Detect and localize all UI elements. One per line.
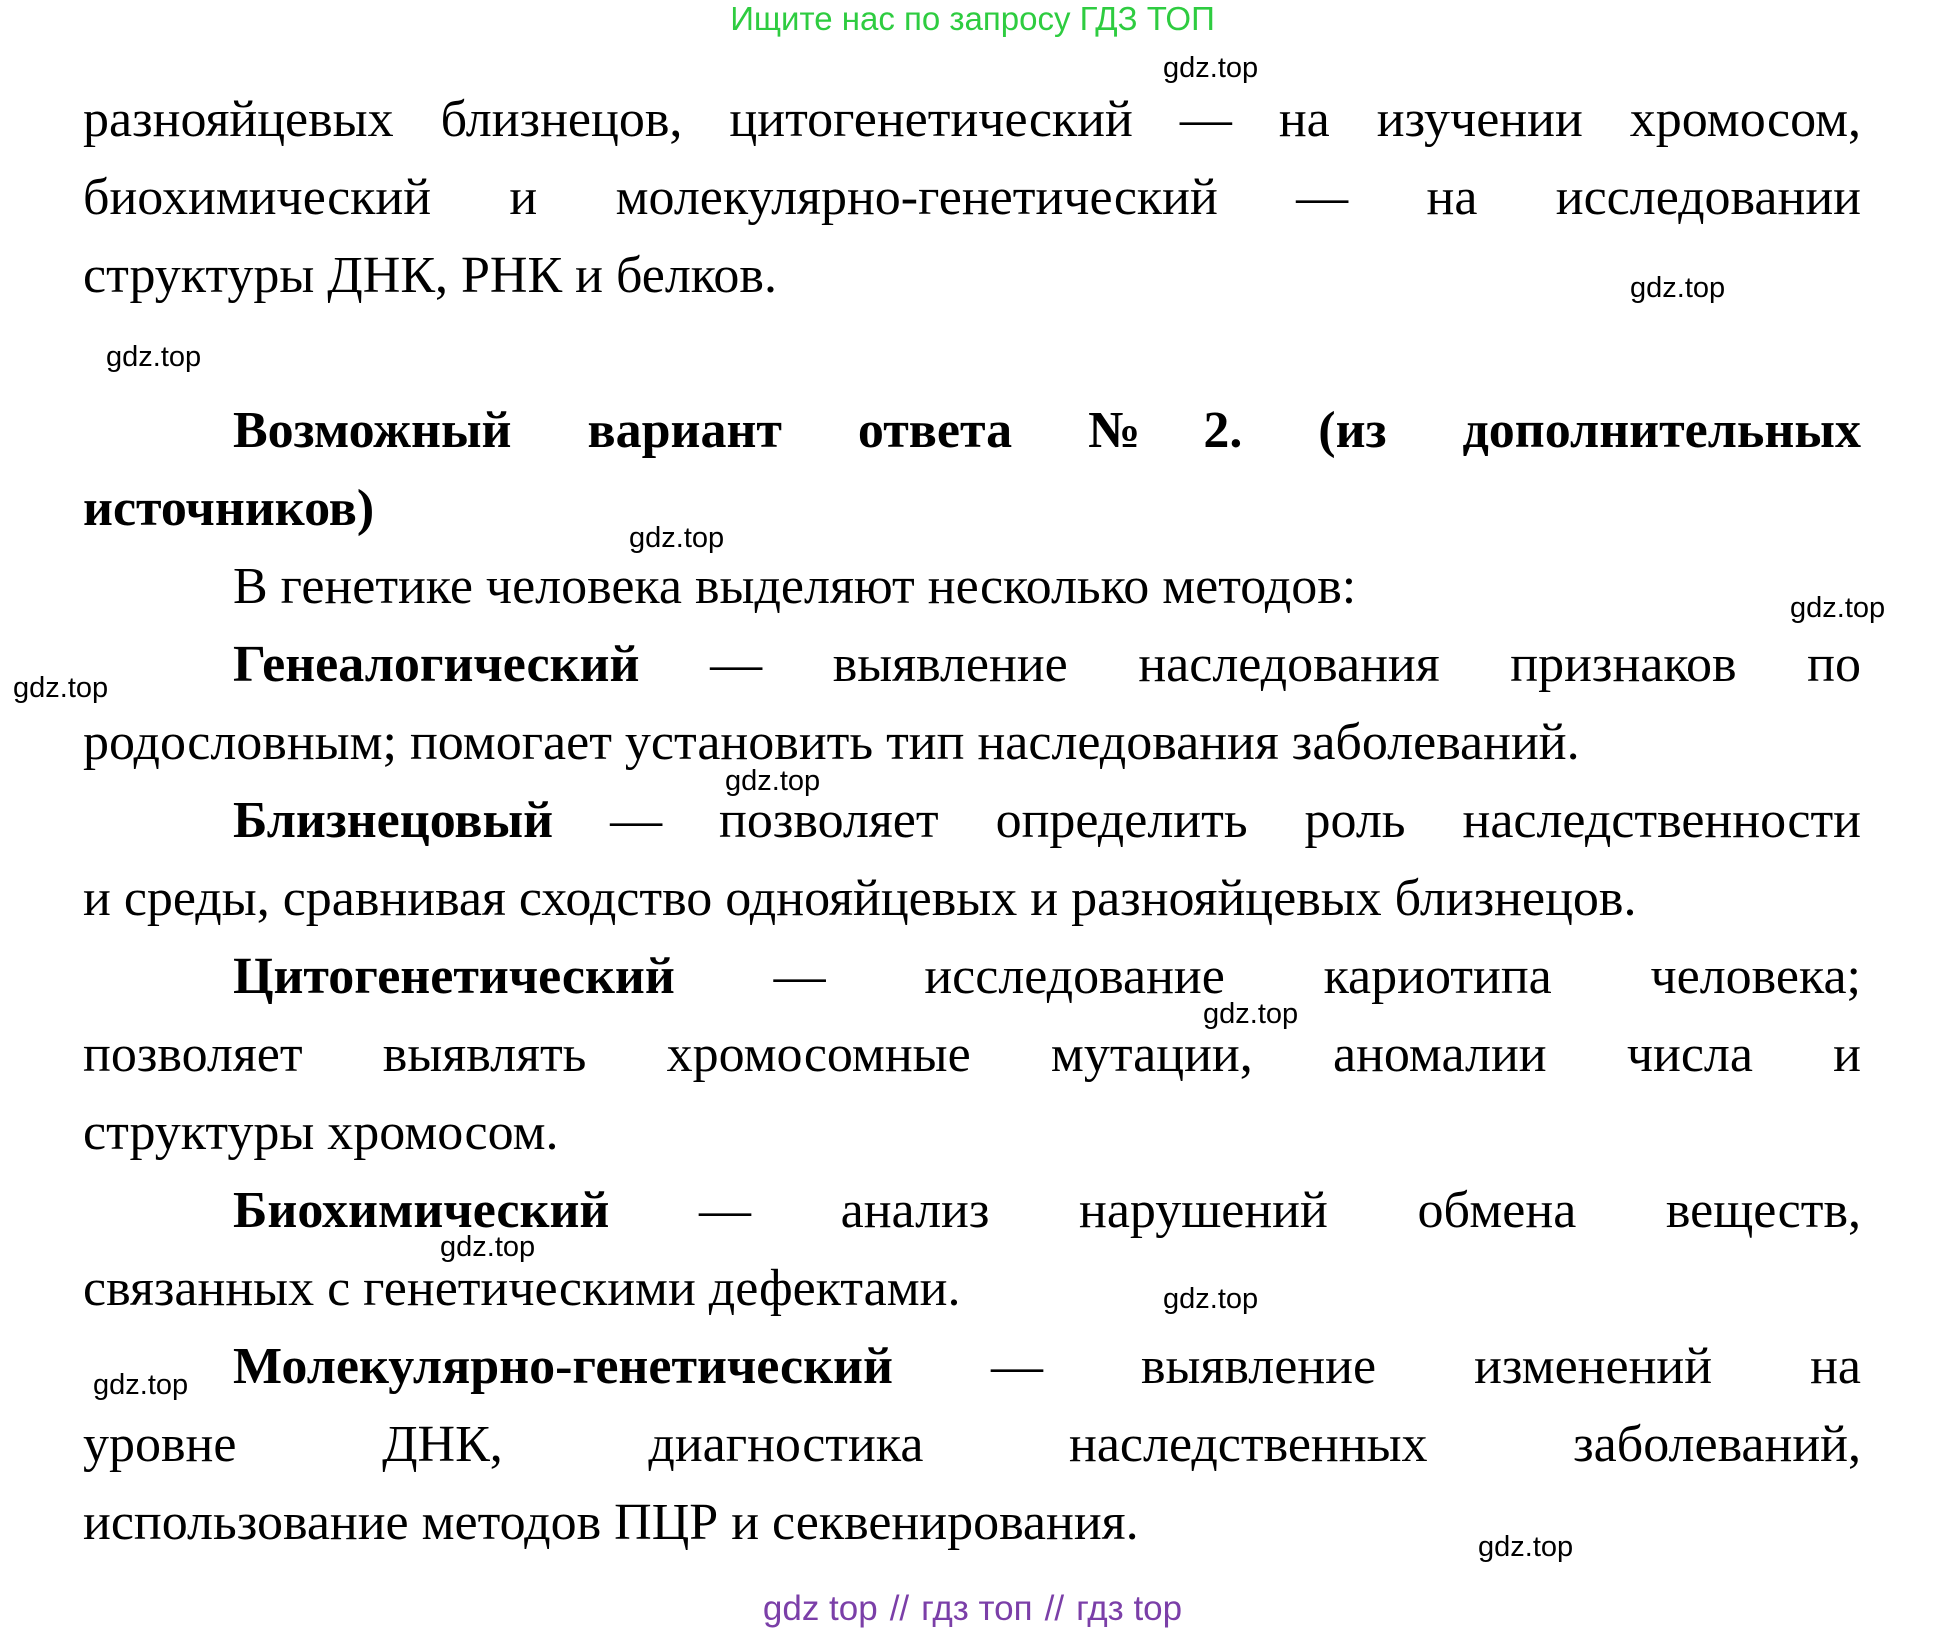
bottom-banner-separator: // — [889, 1589, 910, 1628]
method-term: Близнецовый — [233, 792, 554, 849]
watermark: gdz.top — [1790, 592, 1886, 624]
method-desc: — анализ нарушений обмена веществ, — [699, 1182, 1862, 1239]
method-desc-line: связанных с генетическими дефектами. — [83, 1260, 961, 1317]
watermark: gdz.top — [1630, 272, 1726, 304]
method-desc-line: родословным; помогает установить тип наследования заболеваний. — [83, 714, 1580, 771]
method-genealogical — [233, 635, 1861, 695]
watermark: gdz.top — [1163, 1283, 1259, 1315]
bottom-banner-part: гдз top — [1076, 1589, 1183, 1628]
method-term: Биохимический — [233, 1182, 610, 1239]
method-desc-line: использование методов ПЦР и секвенирования. — [83, 1494, 1139, 1551]
watermark: gdz.top — [13, 672, 109, 704]
intro-line-1: разнояйцевых близнецов, цитогенетический — на изучении хромосом, — [83, 91, 1861, 148]
intro-line-3: структуры ДНК, РНК и белков. — [83, 247, 777, 304]
method-term: Молекулярно-генетический — [233, 1338, 893, 1395]
method-desc-line: позволяет выявлять хромосомные мутации, аномалии числа и — [83, 1026, 1861, 1083]
watermark: gdz.top — [1203, 998, 1299, 1030]
watermark: gdz.top — [1163, 52, 1259, 84]
watermark: gdz.top — [1478, 1531, 1574, 1563]
method-twin — [233, 791, 1861, 851]
watermark: gdz.top — [440, 1231, 536, 1263]
method-biochemical — [233, 1181, 1861, 1241]
watermark: gdz.top — [93, 1369, 189, 1401]
bottom-banner-part: гдз топ — [921, 1589, 1033, 1628]
method-desc-line: и среды, сравнивая сходство однояйцевых и разнояйцевых близнецов. — [83, 870, 1637, 927]
watermark: gdz.top — [106, 341, 202, 373]
method-desc: — исследование кариотипа человека; — [773, 948, 1862, 1005]
methods-lead: В генетике человека выделяют несколько методов: — [233, 558, 1357, 615]
watermark: gdz.top — [629, 522, 725, 554]
method-term: Генеалогический — [233, 636, 640, 693]
intro-line-2: биохимический и молекулярно-генетический — на исследовании — [83, 169, 1861, 226]
method-cytogenetic — [233, 947, 1861, 1007]
method-desc: — позволяет определить роль наследственности — [610, 792, 1862, 849]
top-banner: Ищите нас по запросу ГДЗ ТОП — [730, 0, 1215, 37]
bottom-banner-separator: // — [1044, 1589, 1065, 1628]
answer-heading: Возможный вариант ответа №2. (из дополнительных — [233, 402, 1861, 459]
method-desc: — выявление наследования признаков по — [710, 636, 1862, 693]
method-molecular — [233, 1337, 1861, 1397]
answer-heading-cont: источников) — [83, 480, 375, 537]
watermark: gdz.top — [725, 765, 821, 797]
bottom-banner-part: gdz top — [762, 1589, 878, 1628]
method-desc-line: уровне ДНК, диагностика наследственных заболеваний, — [83, 1416, 1861, 1473]
bottom-banner — [0, 1590, 1945, 1628]
method-desc-line: структуры хромосом. — [83, 1104, 559, 1161]
method-term: Цитогенетический — [233, 948, 675, 1005]
method-desc: — выявление изменений на — [990, 1338, 1862, 1395]
